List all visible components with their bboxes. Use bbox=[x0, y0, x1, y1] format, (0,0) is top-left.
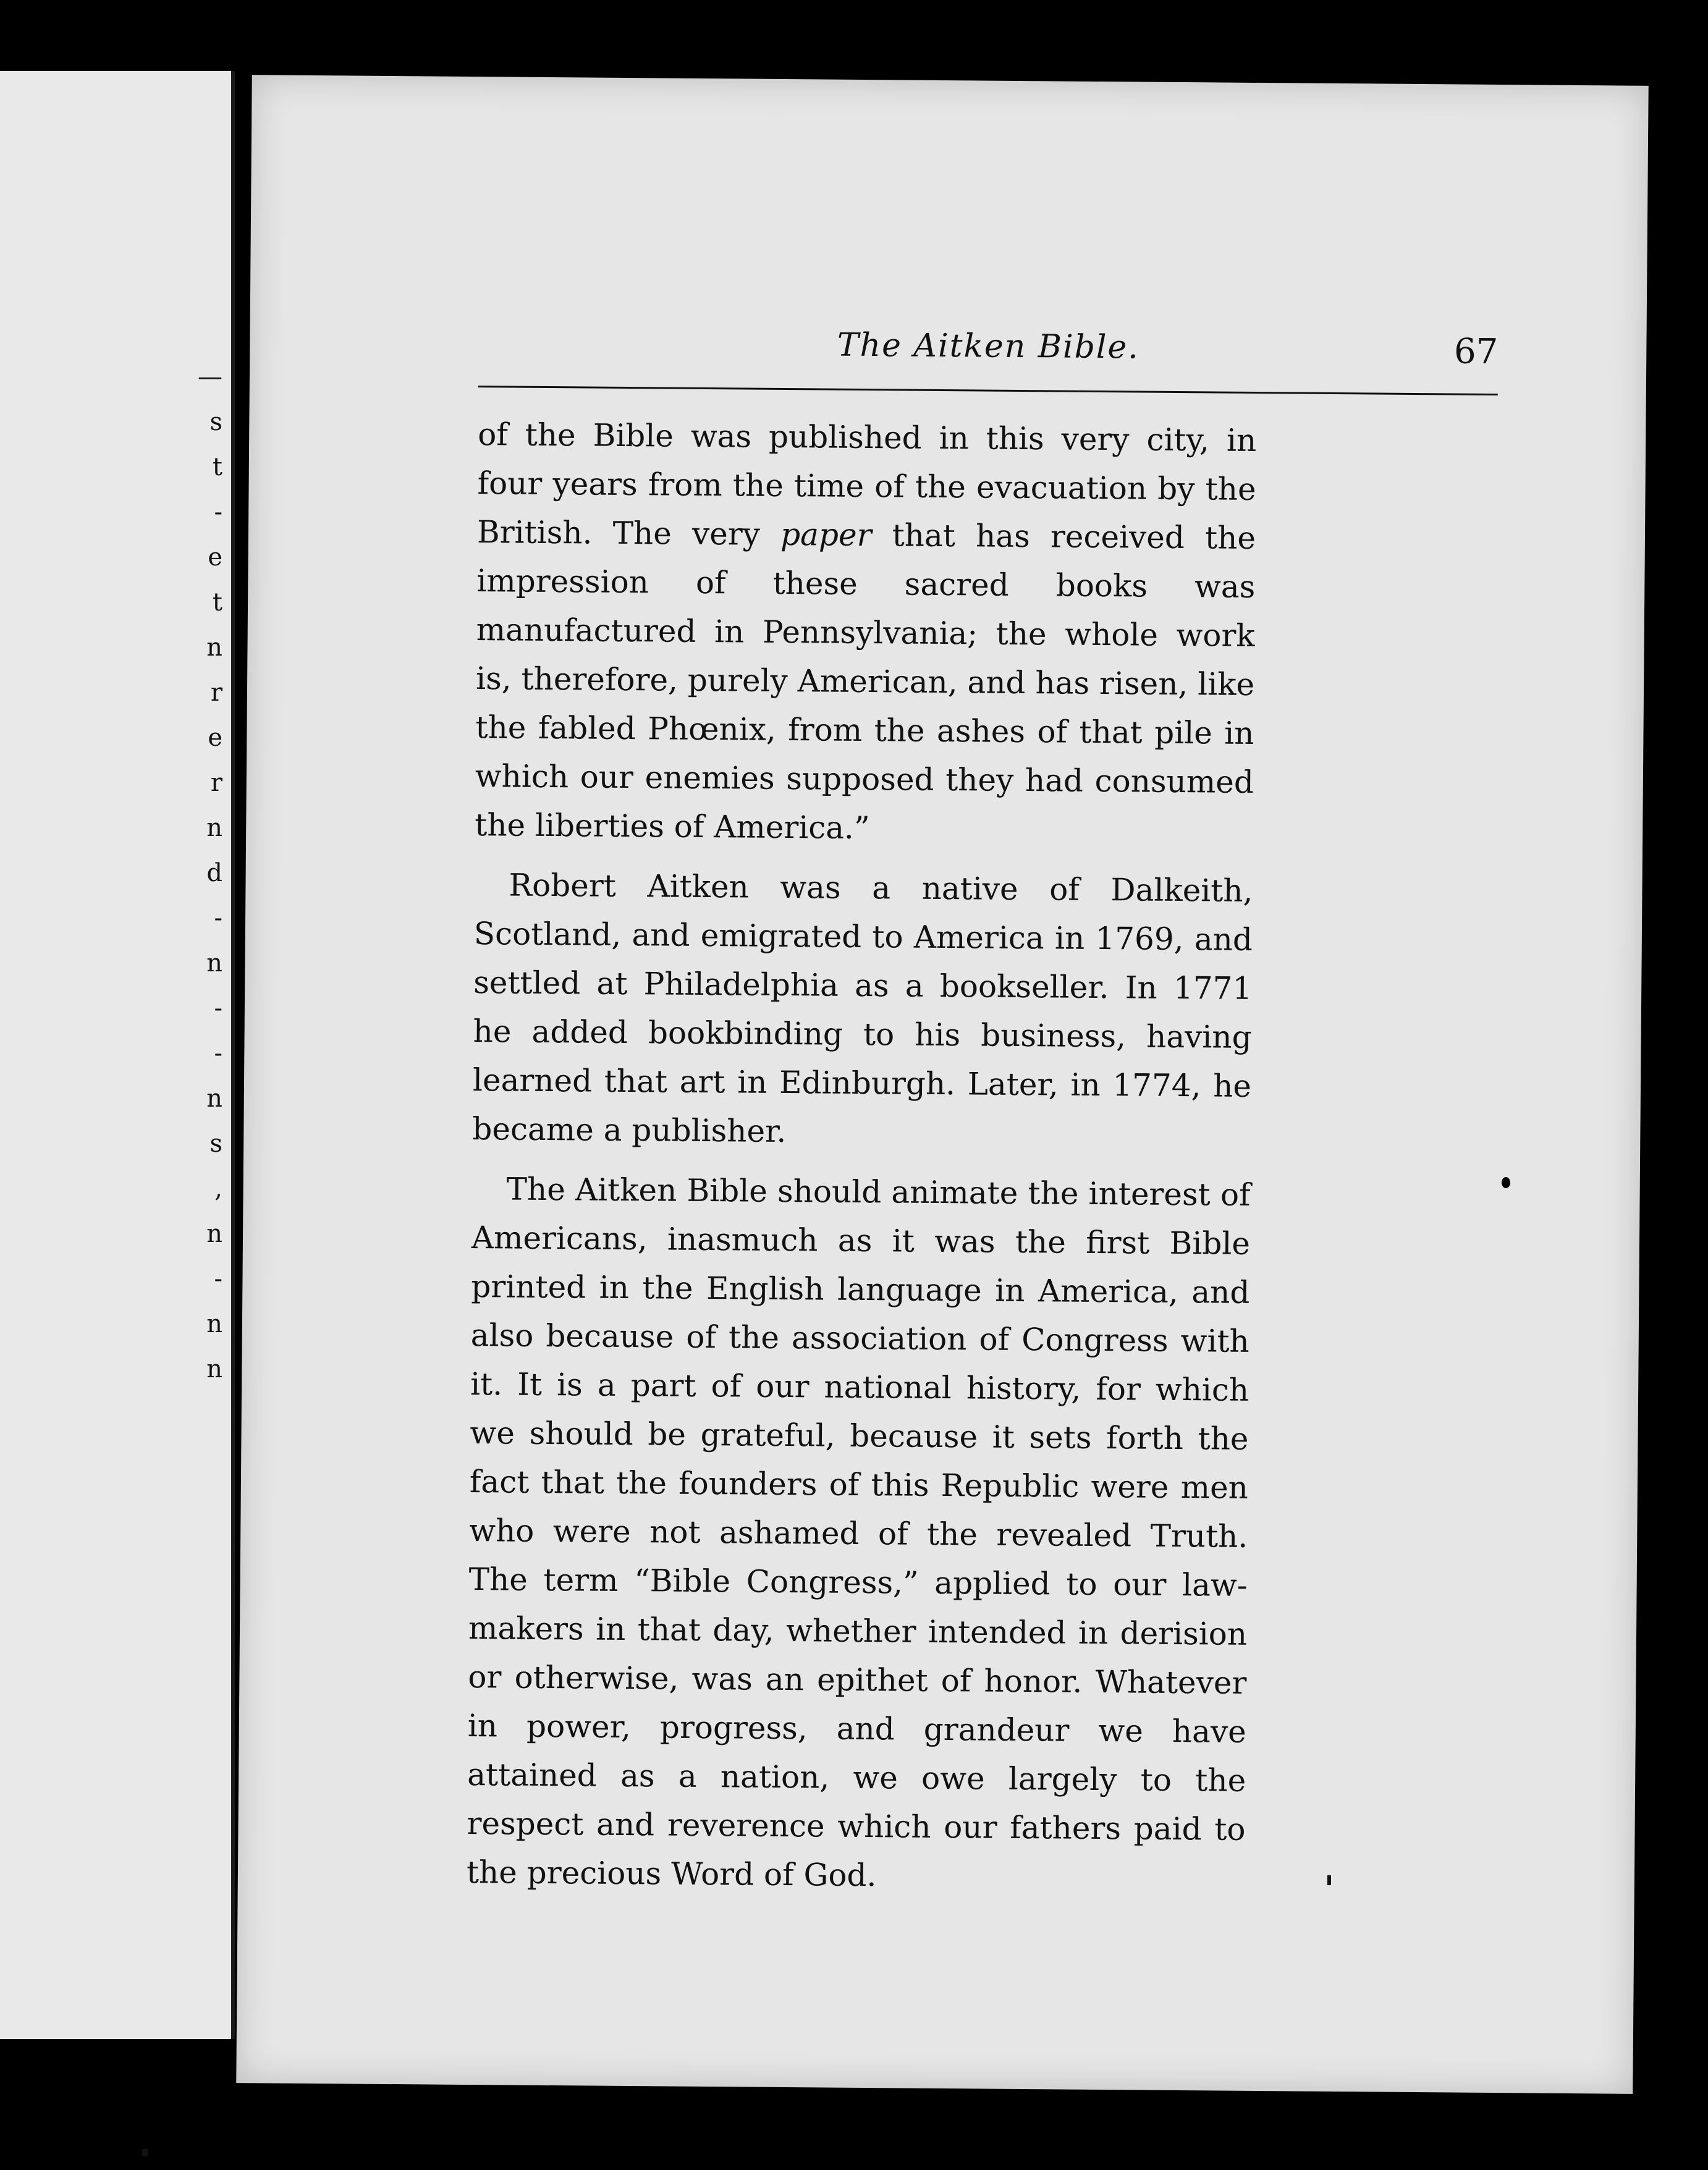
paragraph-robert-aitken: Robert Aitken was a native of Dalkeith, Scotland, and emigrated to America in 1769, and settled at Philadelphia as a bookseller. In 1771 he added bookbinding to his business, having learned that art in Edinburgh. Later, in 1774, he became a publisher. bbox=[472, 867, 1253, 1150]
edge-letter: t bbox=[212, 453, 222, 481]
edge-letter: n bbox=[206, 1220, 222, 1248]
edge-letter: n bbox=[206, 1355, 222, 1383]
edge-letter: r bbox=[210, 678, 222, 707]
edge-letter: - bbox=[214, 1265, 222, 1293]
edge-letter: s bbox=[209, 1129, 222, 1158]
running-title: The Aitken Bible. bbox=[837, 326, 1140, 366]
page-number: 67 bbox=[1453, 331, 1499, 373]
edge-letter: n bbox=[206, 949, 222, 977]
edge-letter: d bbox=[206, 859, 222, 887]
edge-letter: n bbox=[206, 633, 222, 662]
edge-letter: s bbox=[209, 408, 222, 436]
edge-letter: — bbox=[198, 363, 222, 391]
body-text bbox=[467, 410, 1257, 1914]
edge-letter: - bbox=[214, 994, 222, 1023]
edge-letter: n bbox=[206, 814, 222, 842]
paragraph-aitken-bible: The Aitken Bible should animate the interest of Americans, inasmuch as it was the first Bible printed in the English language in America, and also because of the association of Congress with it. It is a part of our national history, for which we should be grateful, because it sets forth the fact that the founders of this Republic were men who were not ashamed of the revealed Truth. The term “Bible Congress,” applied to our law-makers in that day, whether intended in derision or otherwise, was an epithet of honor. Whatever in power, progress, and grandeur we have attained as a nation, we owe largely to the respect and reverence which our fathers paid to the precious Word of God. bbox=[466, 1171, 1251, 1894]
edge-letter: - bbox=[214, 498, 222, 526]
edge-letter: , bbox=[214, 1175, 222, 1203]
ink-spot bbox=[1502, 1177, 1510, 1188]
edge-letter: t bbox=[212, 588, 222, 617]
left-page-edge-letters bbox=[198, 71, 222, 2039]
edge-letter: - bbox=[214, 1039, 222, 1068]
left-page-edge bbox=[0, 71, 235, 2039]
edge-letter: n bbox=[206, 1084, 222, 1113]
paragraph-continuation: of the Bible was published in this very city, in four years from the time of the evacuation by the British. The very paper that has received the impression of these sacred books was manufactured in Pennsylvania; the whole work is, therefore, purely American, and has risen, like the fabled Phœnix, from the ashes of that pile in which our enemies supposed they had consumed the liberties of America.” bbox=[475, 416, 1257, 846]
ink-fleck bbox=[1327, 1875, 1331, 1885]
edge-letter: - bbox=[214, 904, 222, 932]
running-head bbox=[478, 324, 1499, 400]
header-rule bbox=[478, 386, 1498, 395]
ink-fleck bbox=[142, 2149, 148, 2156]
edge-letter: r bbox=[210, 769, 222, 797]
edge-letter: e bbox=[208, 724, 222, 752]
edge-letter: e bbox=[208, 543, 222, 572]
right-page bbox=[236, 75, 1648, 2094]
emphasized-word: paper bbox=[780, 516, 872, 554]
edge-letter: n bbox=[206, 1310, 222, 1338]
